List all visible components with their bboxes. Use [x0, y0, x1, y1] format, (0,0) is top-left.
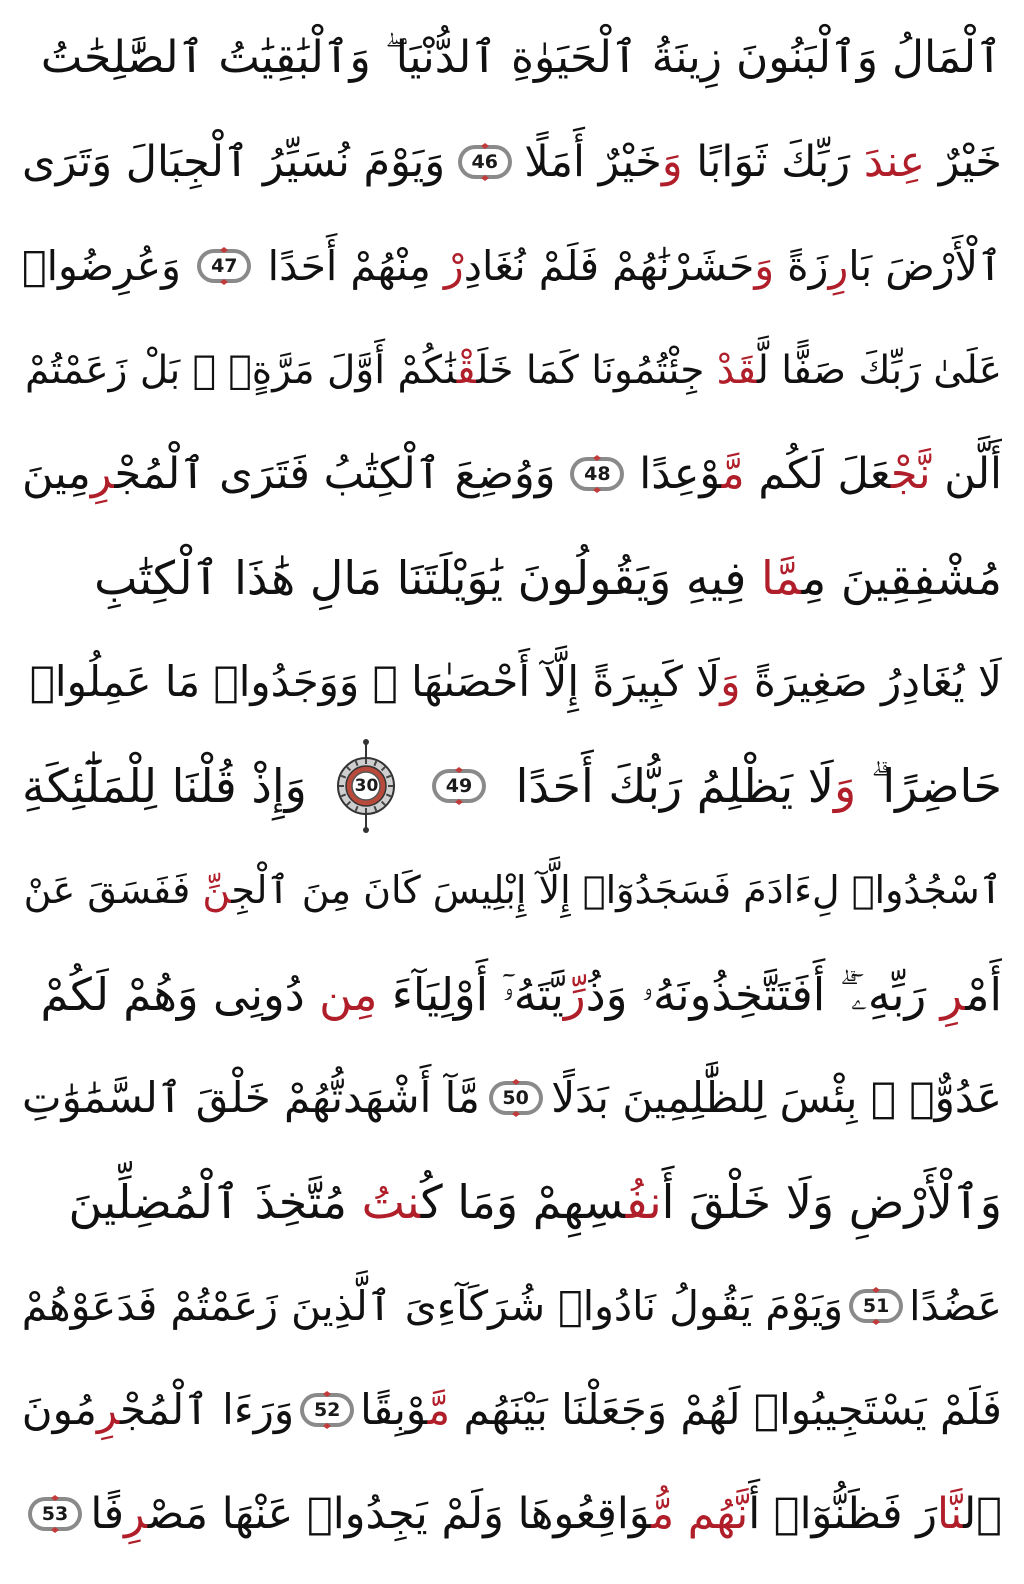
verse-fragment: مُونَ — [22, 1385, 97, 1434]
ayah-number-marker — [298, 1390, 356, 1430]
ayah-number-marker — [26, 1494, 84, 1534]
verse-line — [22, 838, 1002, 942]
verse-fragment: حَشَرْنَٰهُمْ فَلَمْ نُغَادِ — [463, 241, 755, 290]
verse-fragment: وَيَوْمَ يَقُولُ نَادُوا۟ شُرَكَآءِىَ ٱلَّذِينَ زَعَمْتُمْ فَدَعَوْهُمْ — [22, 1281, 844, 1330]
verse-fragment: وَرَءَا ٱلْمُجْ — [120, 1385, 295, 1434]
tajweed-highlight: قَدْ — [716, 347, 757, 393]
verse-text — [22, 136, 446, 187]
tajweed-highlight: وَ — [833, 759, 857, 813]
tajweed-highlight: نَّجْ — [890, 448, 931, 499]
ayah-number: 49 — [445, 774, 473, 797]
verse-fragment: خَيْرٌ — [925, 136, 1002, 187]
verse-fragment: فَلَمْ يَسْتَجِيبُوا۟ لَهُمْ وَجَعَلْنَا بَيْنَهُم — [450, 1385, 1002, 1434]
verse-text — [524, 136, 1002, 187]
verse-fragment: يَّتَهُۥٓ أَوْلِيَآءَ — [377, 967, 564, 1021]
hizb-marker-icon — [334, 736, 398, 836]
ayah-number-marker — [847, 1286, 905, 1326]
verse-fragment: عَلَ لَكُم — [744, 448, 891, 499]
verse-fragment: وْبِقًا — [360, 1385, 428, 1434]
verse-fragment: وَٱلْأَرْضِ وَلَا خَلْقَ أَ — [661, 1175, 1002, 1229]
verse-line — [22, 422, 1002, 526]
verse-text — [22, 241, 181, 290]
verse-fragment: ُ مُتَّخِذَ ٱلْمُضِلِّينَ — [68, 1175, 362, 1229]
ayah-number: 52 — [313, 1398, 341, 1421]
tajweed-highlight: نَّا — [937, 1488, 964, 1539]
verse-line — [22, 1358, 1002, 1462]
verse-text — [22, 759, 307, 813]
verse-line — [22, 630, 1002, 734]
verse-line — [22, 1046, 1002, 1150]
verse-fragment: َ رَبِّكَ ثَوَابًا — [682, 136, 864, 187]
ayah-number-marker — [568, 454, 626, 494]
verse-fragment: فًا — [90, 1488, 125, 1539]
verse-text — [23, 868, 1002, 912]
tajweed-highlight: وَ — [661, 136, 683, 187]
verse-text — [90, 1488, 1002, 1539]
tajweed-highlight: رِّ — [563, 967, 586, 1021]
verse-fragment: وَعُرِضُوا۟ — [22, 241, 181, 290]
verse-fragment: وَيَوْمَ نُسَيِّرُ ٱلْجِبَالَ وَتَرَى — [22, 136, 446, 187]
ayah-number-marker — [430, 766, 488, 806]
verse-fragment: رَ فَظَنُّوٓا۟ أَ — [748, 1488, 938, 1539]
verse-fragment: أَمْ — [965, 967, 1002, 1021]
verse-fragment: وَوُضِعَ ٱلْكِتَٰبُ فَتَرَى ٱلْمُجْ — [114, 448, 556, 499]
verse-text — [25, 347, 1002, 393]
tajweed-highlight: مِن — [319, 967, 378, 1021]
verse-fragment: سِهِمْ وَمَا كُ — [420, 1175, 626, 1229]
verse-line — [22, 318, 1002, 422]
verse-fragment: مَّآ أَشْهَدتُّهُمْ خَلْقَ ٱلسَّمَٰوَٰتِ — [22, 1073, 480, 1122]
verse-text — [639, 448, 1002, 499]
ayah-number: 47 — [211, 254, 238, 277]
tajweed-highlight: مَّ — [721, 448, 745, 499]
verse-fragment: زَةً — [774, 241, 829, 290]
verse-text — [40, 32, 1002, 83]
ayah-number-marker — [195, 246, 253, 286]
verse-fragment: مِينَ — [22, 448, 91, 499]
verse-fragment: عَلَىٰ رَبِّكَ صَفًّا لَّ — [756, 347, 1002, 393]
verse-text — [68, 1175, 1002, 1229]
tajweed-highlight: رِ — [828, 241, 849, 290]
verse-line — [22, 942, 1002, 1046]
verse-fragment: أَلَّن — [930, 448, 1002, 499]
tajweed-highlight: مُّ — [651, 1488, 675, 1539]
verse-fragment: جِئْتُمُونَا كَمَا خَلَ — [476, 347, 717, 393]
verse-fragment: لَا كَبِيرَةً إِلَّآ أَحْصَىٰهَا ۚ وَوَجَدُوا۟ مَا عَمِلُوا۟ — [29, 657, 721, 706]
tajweed-highlight: نت — [361, 1175, 421, 1229]
verse-fragment: ٱسْجُدُوا۟ لِءَادَمَ فَسَجَدُوٓا۟ إِلَّآ إِبْلِيسَ كَانَ مِنَ ٱلْجِ — [231, 868, 1002, 912]
verse-fragment: ٱلْمَالُ وَٱلْبَنُونَ زِينَةُ ٱلْحَيَوٰةِ ٱلدُّنْيَا ۖ وَٱلْبَٰقِيَٰتُ ٱلصَّٰلِحَٰتُ — [40, 32, 1002, 83]
verse-fragment: وْعِدًا — [639, 448, 722, 499]
ayah-number: 46 — [471, 150, 498, 173]
tajweed-highlight: قْ — [456, 347, 477, 393]
ayah-number-marker — [456, 142, 514, 182]
verse-text — [551, 1073, 1002, 1122]
verse-fragment: ٱل — [963, 1488, 1002, 1539]
tajweed-highlight: رِ — [96, 1385, 121, 1434]
verse-text — [40, 967, 1002, 1021]
hizb-number: 30 — [354, 775, 379, 796]
tajweed-highlight: مَّ — [427, 1385, 451, 1434]
verse-fragment: مِنْهُمْ أَحَدًا — [267, 241, 444, 290]
ayah-number: 48 — [584, 462, 611, 485]
tajweed-highlight: وَ — [720, 657, 741, 706]
verse-fragment: عَضُدًا — [909, 1281, 1002, 1330]
tajweed-highlight: نفُ — [625, 1175, 662, 1229]
verse-fragment: نَٰكُمْ أَوَّلَ مَرَّةٍۭ ۚ بَلْ زَعَمْتُمْ — [25, 347, 457, 393]
verse-fragment: لَا يُغَادِرُ صَغِيرَةً — [740, 657, 1002, 706]
tajweed-highlight: رِ — [940, 967, 966, 1021]
verse-line — [22, 526, 1002, 630]
tajweed-highlight: رِ — [124, 1488, 148, 1539]
verse-line — [22, 214, 1002, 318]
verse-fragment: فِيهِ وَيَقُولُونَ يَٰوَيْلَتَنَا مَالِ هَٰذَا ٱلْكِتَٰبِ — [94, 551, 762, 605]
ayah-number-marker — [487, 1078, 545, 1118]
verse-fragment — [674, 1489, 688, 1539]
verse-line — [22, 6, 1002, 110]
verse-text — [360, 1385, 1002, 1434]
verse-fragment: ٱلْأَرْضَ بَا — [848, 241, 1002, 290]
verse-text — [29, 657, 1002, 706]
tajweed-highlight: نَّهُم — [687, 1488, 749, 1539]
verse-line — [22, 734, 1002, 838]
tajweed-highlight: مَّا — [761, 551, 802, 605]
verse-text — [22, 1281, 844, 1330]
verse-fragment: وَإِذْ قُلْنَا لِلْمَلَٰٓئِكَةِ — [22, 759, 307, 813]
tajweed-highlight: نِّ — [202, 868, 232, 912]
verse-fragment: وَاقِعُوهَا وَلَمْ يَجِدُوا۟ عَنْهَا مَصْ — [147, 1488, 652, 1539]
tajweed-highlight: رِ — [90, 448, 115, 499]
verse-text — [267, 241, 1002, 290]
verse-fragment: حَاضِرًا ۗ — [856, 759, 1002, 813]
ayah-number: 50 — [502, 1086, 529, 1109]
verse-fragment: فَفَسَقَ عَنْ — [23, 868, 203, 912]
verse-text — [94, 551, 1002, 605]
verse-fragment: لَا يَظْلِمُ رَبُّكَ أَحَدًا — [515, 759, 834, 813]
verse-fragment: رَبِّهِۦٓ ۗ أَفَتَتَّخِذُونَهُۥ وَذُ — [585, 967, 941, 1021]
verse-line — [22, 110, 1002, 214]
verse-fragment: عَدُوٌّۢ ۚ بِئْسَ لِلظَّٰلِمِينَ بَدَلًا — [551, 1073, 1002, 1122]
verse-text — [909, 1281, 1002, 1330]
verse-text — [22, 448, 556, 499]
tajweed-highlight: وَ — [754, 241, 775, 290]
tajweed-highlight: عِند — [863, 136, 926, 187]
verse-line — [22, 1462, 1002, 1566]
verse-text — [22, 1385, 295, 1434]
verse-fragment: دُونِى وَهُمْ لَكُمْ — [40, 967, 320, 1021]
verse-text — [515, 759, 1002, 813]
verse-fragment: خَيْرٌ أَمَلًا — [524, 136, 662, 187]
ayah-number: 53 — [41, 1502, 69, 1525]
verse-fragment: مُشْفِقِينَ مِ — [801, 551, 1002, 605]
ayah-number: 51 — [862, 1294, 890, 1317]
verse-line — [22, 1150, 1002, 1254]
verse-text — [22, 1073, 480, 1122]
verse-line — [22, 1254, 1002, 1358]
tajweed-highlight: رْ — [443, 241, 464, 290]
